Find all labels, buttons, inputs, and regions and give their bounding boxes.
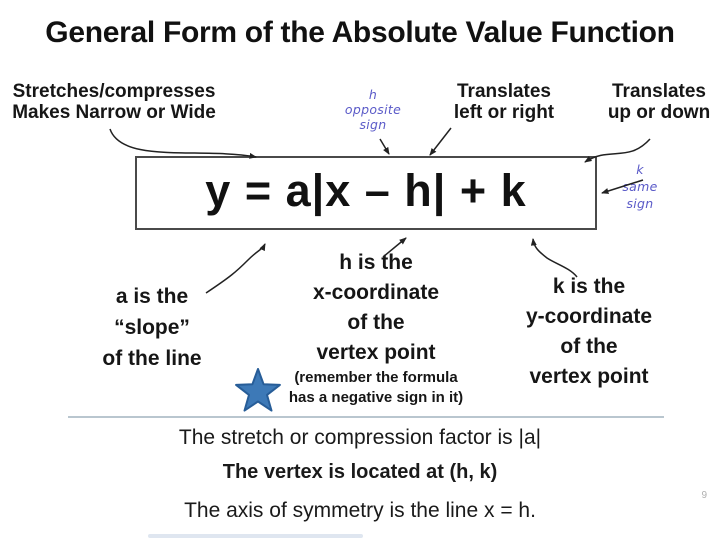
handwritten-note-k bbox=[608, 161, 672, 212]
fact-axis-of-symmetry: The axis of symmetry is the line x = h. bbox=[184, 499, 536, 522]
divider-line bbox=[68, 416, 664, 418]
arrow-h-note-to-box-icon bbox=[380, 139, 389, 154]
note-line: h bbox=[368, 87, 378, 102]
explanation-line: vertex point bbox=[529, 365, 649, 388]
explanation-line: h is the bbox=[339, 251, 413, 274]
note-line: same bbox=[622, 179, 658, 194]
explanation-line: of the bbox=[560, 335, 618, 358]
arrow-stretch-to-box-icon bbox=[110, 129, 256, 157]
note-line: opposite bbox=[344, 102, 402, 117]
label-line: Makes Narrow or Wide bbox=[12, 102, 216, 123]
formula-box bbox=[135, 156, 597, 230]
explanation-note-line: (remember the formula bbox=[294, 369, 458, 386]
explanation-a bbox=[72, 281, 232, 374]
explanation-line: a is the bbox=[115, 285, 189, 308]
explanation-h bbox=[281, 248, 471, 408]
formula-text: y = a|x – h| + k bbox=[205, 165, 527, 216]
label-line: up or down bbox=[607, 102, 711, 123]
page-title: General Form of the Absolute Value Function bbox=[45, 16, 675, 49]
explanation-line: x-coordinate bbox=[312, 281, 440, 304]
star-icon bbox=[236, 369, 280, 411]
note-line: sign bbox=[626, 196, 654, 211]
handwritten-note-h bbox=[337, 87, 409, 132]
label-line: Translates bbox=[612, 81, 706, 102]
explanation-note-line: has a negative sign in it) bbox=[288, 389, 464, 406]
page-number: 9 bbox=[701, 490, 707, 501]
explanation-line: k is the bbox=[552, 275, 626, 298]
bottom-edge-artifact bbox=[148, 534, 363, 538]
explanation-line: vertex point bbox=[316, 341, 436, 364]
note-line: k bbox=[636, 162, 644, 177]
fact-stretch-factor: The stretch or compression factor is |a| bbox=[178, 426, 542, 449]
explanation-line: “slope” bbox=[114, 316, 190, 339]
label-line: left or right bbox=[453, 102, 555, 123]
note-line: sign bbox=[359, 117, 387, 132]
explanation-k bbox=[494, 272, 684, 392]
label-line: Translates bbox=[457, 81, 551, 102]
arrow-left-right-to-box-icon bbox=[430, 128, 451, 155]
label-translates-left-right bbox=[446, 81, 562, 123]
label-line: Stretches/compresses bbox=[12, 81, 216, 102]
explanation-line: of the line bbox=[102, 347, 202, 370]
fact-vertex-location: The vertex is located at (h, k) bbox=[222, 461, 498, 483]
label-translates-up-down bbox=[598, 81, 720, 123]
label-stretches-compresses bbox=[2, 81, 226, 123]
explanation-line: of the bbox=[347, 311, 405, 334]
explanation-line: y-coordinate bbox=[525, 305, 653, 328]
